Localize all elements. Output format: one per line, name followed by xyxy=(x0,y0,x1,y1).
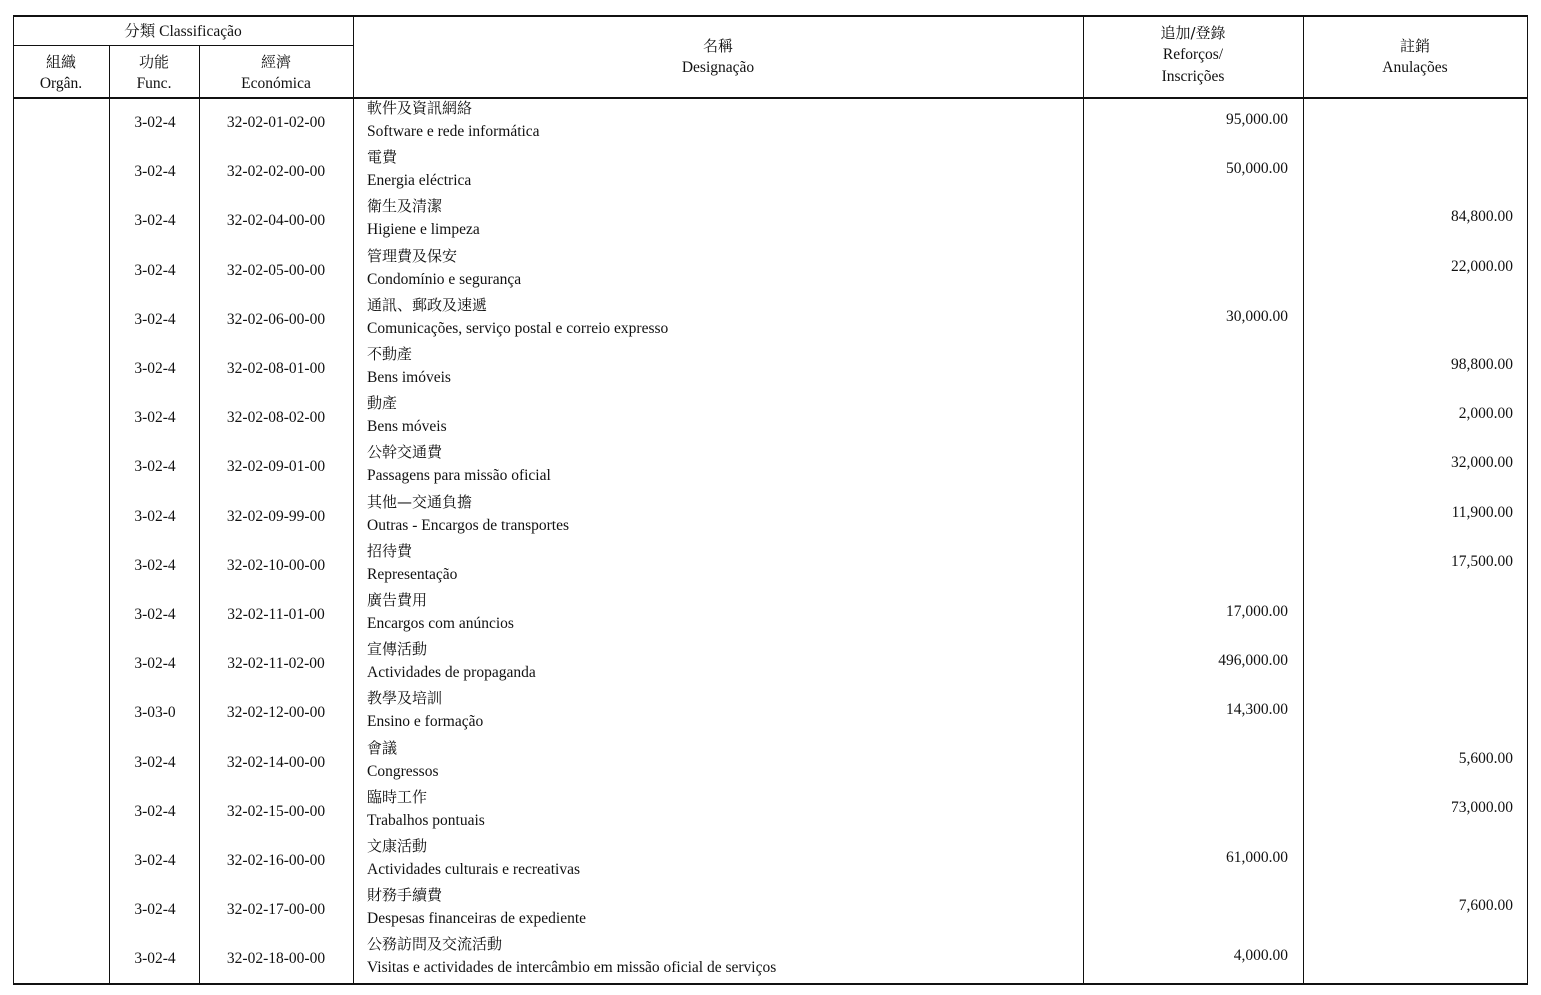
econ-code: 32-02-09-01-00 xyxy=(226,458,326,476)
designation-pt: Energia eléctrica xyxy=(367,172,472,190)
reforcos-amount: 17,000.00 xyxy=(1226,603,1288,620)
table-row xyxy=(13,785,1528,834)
designation-pt: Software e rede informática xyxy=(367,123,540,140)
budget-table xyxy=(13,96,1528,985)
header-organ-zh: 組織 xyxy=(45,53,76,71)
econ-code: 32-02-11-01-00 xyxy=(227,606,325,623)
header-desig-pt: Designação xyxy=(681,59,755,76)
func-code: 3-02-4 xyxy=(134,606,176,623)
header-func-zh: 功能 xyxy=(138,53,169,71)
func-code: 3-02-4 xyxy=(134,852,176,869)
designation-pt: Actividades de propaganda xyxy=(367,664,536,682)
designation-zh: 不動產 xyxy=(367,345,413,363)
header-ref-pt1: Reforços/ xyxy=(1162,46,1224,63)
func-code: 3-02-4 xyxy=(134,310,176,328)
func-code: 3-02-4 xyxy=(134,409,176,427)
header-econ-pt: Económica xyxy=(241,75,311,92)
func-code: 3-02-4 xyxy=(134,507,176,525)
reforcos-amount: 496,000.00 xyxy=(1218,652,1288,670)
header-classificacao: 分類 Classificação xyxy=(124,23,242,40)
header-designacao xyxy=(353,35,1083,79)
anulacoes-amount: 17,500.00 xyxy=(1451,552,1513,570)
func-code: 3-02-4 xyxy=(134,655,176,673)
table-row xyxy=(13,440,1528,489)
func-code: 3-02-4 xyxy=(134,753,176,771)
econ-code: 32-02-18-00-00 xyxy=(226,950,326,968)
anulacoes-amount: 98,800.00 xyxy=(1451,356,1513,373)
func-code: 3-02-4 xyxy=(134,458,176,476)
designation-pt: Bens móveis xyxy=(367,418,447,436)
header-anu-pt: Anulações xyxy=(1382,59,1448,76)
table-row xyxy=(13,932,1528,981)
header-econ xyxy=(199,51,353,95)
designation-zh: 通訊、郵政及速遞 xyxy=(367,295,488,314)
header-func-pt: Func. xyxy=(136,75,172,92)
designation-pt: Ensino e formação xyxy=(367,713,484,731)
designation-zh: 會議 xyxy=(367,738,398,757)
anulacoes-amount: 32,000.00 xyxy=(1451,454,1513,472)
func-code: 3-02-4 xyxy=(134,802,176,820)
designation-pt: Despesas financeiras de expediente xyxy=(367,910,587,928)
table-header xyxy=(13,15,1528,99)
designation-zh: 其他—交通負擔 xyxy=(367,492,473,511)
header-econ-zh: 經濟 xyxy=(260,53,291,71)
header-reforcos xyxy=(1083,22,1303,88)
designation-pt: Representação xyxy=(367,565,458,583)
econ-code: 32-02-08-01-00 xyxy=(226,360,326,377)
designation-pt: Trabalhos pontuais xyxy=(367,811,485,829)
designation-pt: Comunicações, serviço postal e correio expresso xyxy=(367,319,669,337)
designation-zh: 電費 xyxy=(367,148,398,167)
table-row xyxy=(13,244,1528,293)
header-func xyxy=(109,51,199,95)
anulacoes-amount: 11,900.00 xyxy=(1451,503,1513,521)
header-anulacoes xyxy=(1303,35,1527,79)
func-code: 3-02-4 xyxy=(134,261,176,279)
designation-pt: Outras - Encargos de transportes xyxy=(367,516,570,534)
anulacoes-amount: 84,800.00 xyxy=(1451,208,1513,226)
reforcos-amount: 61,000.00 xyxy=(1226,849,1288,866)
econ-code: 32-02-06-00-00 xyxy=(226,310,326,328)
table-row xyxy=(13,342,1528,391)
designation-zh: 文康活動 xyxy=(367,837,428,855)
table-row xyxy=(13,391,1528,440)
econ-code: 32-02-01-02-00 xyxy=(226,114,326,131)
designation-zh: 公幹交通費 xyxy=(367,443,443,462)
header-ref-pt2: Inscrições xyxy=(1161,68,1225,85)
func-code: 3-03-0 xyxy=(134,704,176,722)
econ-code: 32-02-02-00-00 xyxy=(226,163,326,181)
header-desig-zh: 名稱 xyxy=(702,37,733,55)
header-ref-zh: 追加/登錄 xyxy=(1160,24,1226,42)
econ-code: 32-02-04-00-00 xyxy=(226,212,326,230)
table-row xyxy=(13,588,1528,637)
econ-code: 32-02-08-02-00 xyxy=(226,409,326,427)
econ-code: 32-02-14-00-00 xyxy=(226,753,326,771)
table-row xyxy=(13,194,1528,243)
anulacoes-amount: 22,000.00 xyxy=(1451,257,1513,275)
table-row xyxy=(13,490,1528,539)
table-row xyxy=(13,834,1528,883)
func-code: 3-02-4 xyxy=(134,114,176,131)
econ-code: 32-02-09-99-00 xyxy=(226,507,326,525)
designation-pt: Congressos xyxy=(367,762,439,780)
designation-zh: 宣傳活動 xyxy=(367,640,428,659)
reforcos-amount: 95,000.00 xyxy=(1226,111,1288,128)
table-row xyxy=(13,145,1528,194)
designation-zh: 公務訪問及交流活動 xyxy=(367,935,503,954)
designation-pt: Higiene e limpeza xyxy=(367,221,480,239)
designation-pt: Passagens para missão oficial xyxy=(367,467,551,485)
designation-zh: 教學及培訓 xyxy=(367,689,443,708)
func-code: 3-02-4 xyxy=(134,163,176,181)
reforcos-amount: 50,000.00 xyxy=(1226,160,1288,178)
table-row xyxy=(13,736,1528,785)
table-row xyxy=(13,293,1528,342)
designation-zh: 衛生及清潔 xyxy=(367,197,443,216)
anulacoes-amount: 73,000.00 xyxy=(1451,798,1513,816)
designation-zh: 管理費及保安 xyxy=(367,246,458,265)
header-organ xyxy=(13,51,109,95)
designation-zh: 廣告費用 xyxy=(367,591,428,609)
reforcos-amount: 4,000.00 xyxy=(1233,947,1288,965)
econ-code: 32-02-17-00-00 xyxy=(226,901,326,919)
table-row xyxy=(13,883,1528,932)
designation-pt: Encargos com anúncios xyxy=(367,615,514,632)
func-code: 3-02-4 xyxy=(134,360,176,377)
anulacoes-amount: 2,000.00 xyxy=(1458,405,1513,423)
econ-code: 32-02-12-00-00 xyxy=(226,704,326,722)
designation-pt: Bens imóveis xyxy=(367,369,451,386)
header-organ-pt: Orgân. xyxy=(39,75,83,92)
table-row xyxy=(13,96,1528,145)
econ-code: 32-02-10-00-00 xyxy=(226,556,326,574)
designation-zh: 臨時工作 xyxy=(367,787,428,806)
designation-zh: 動產 xyxy=(367,394,398,413)
designation-pt: Condomínio e segurança xyxy=(367,270,522,288)
func-code: 3-02-4 xyxy=(134,556,176,574)
func-code: 3-02-4 xyxy=(134,901,176,919)
func-code: 3-02-4 xyxy=(134,950,176,968)
econ-code: 32-02-11-02-00 xyxy=(227,655,325,673)
table-row xyxy=(13,686,1528,735)
func-code: 3-02-4 xyxy=(134,212,176,230)
designation-zh: 軟件及資訊網絡 xyxy=(367,99,473,117)
econ-code: 32-02-05-00-00 xyxy=(226,261,326,279)
header-anu-zh: 註銷 xyxy=(1399,37,1430,55)
designation-pt: Actividades culturais e recreativas xyxy=(367,861,581,878)
designation-zh: 招待費 xyxy=(367,541,413,560)
table-row xyxy=(13,539,1528,588)
anulacoes-amount: 5,600.00 xyxy=(1458,749,1513,767)
designation-zh: 財務手續費 xyxy=(367,886,443,905)
designation-pt: Visitas e actividades de intercâmbio em missão oficial de serviços xyxy=(367,959,777,977)
econ-code: 32-02-16-00-00 xyxy=(226,852,326,869)
anulacoes-amount: 7,600.00 xyxy=(1458,897,1513,915)
econ-code: 32-02-15-00-00 xyxy=(226,802,326,820)
reforcos-amount: 14,300.00 xyxy=(1226,701,1288,719)
table-row xyxy=(13,637,1528,686)
reforcos-amount: 30,000.00 xyxy=(1226,307,1288,325)
